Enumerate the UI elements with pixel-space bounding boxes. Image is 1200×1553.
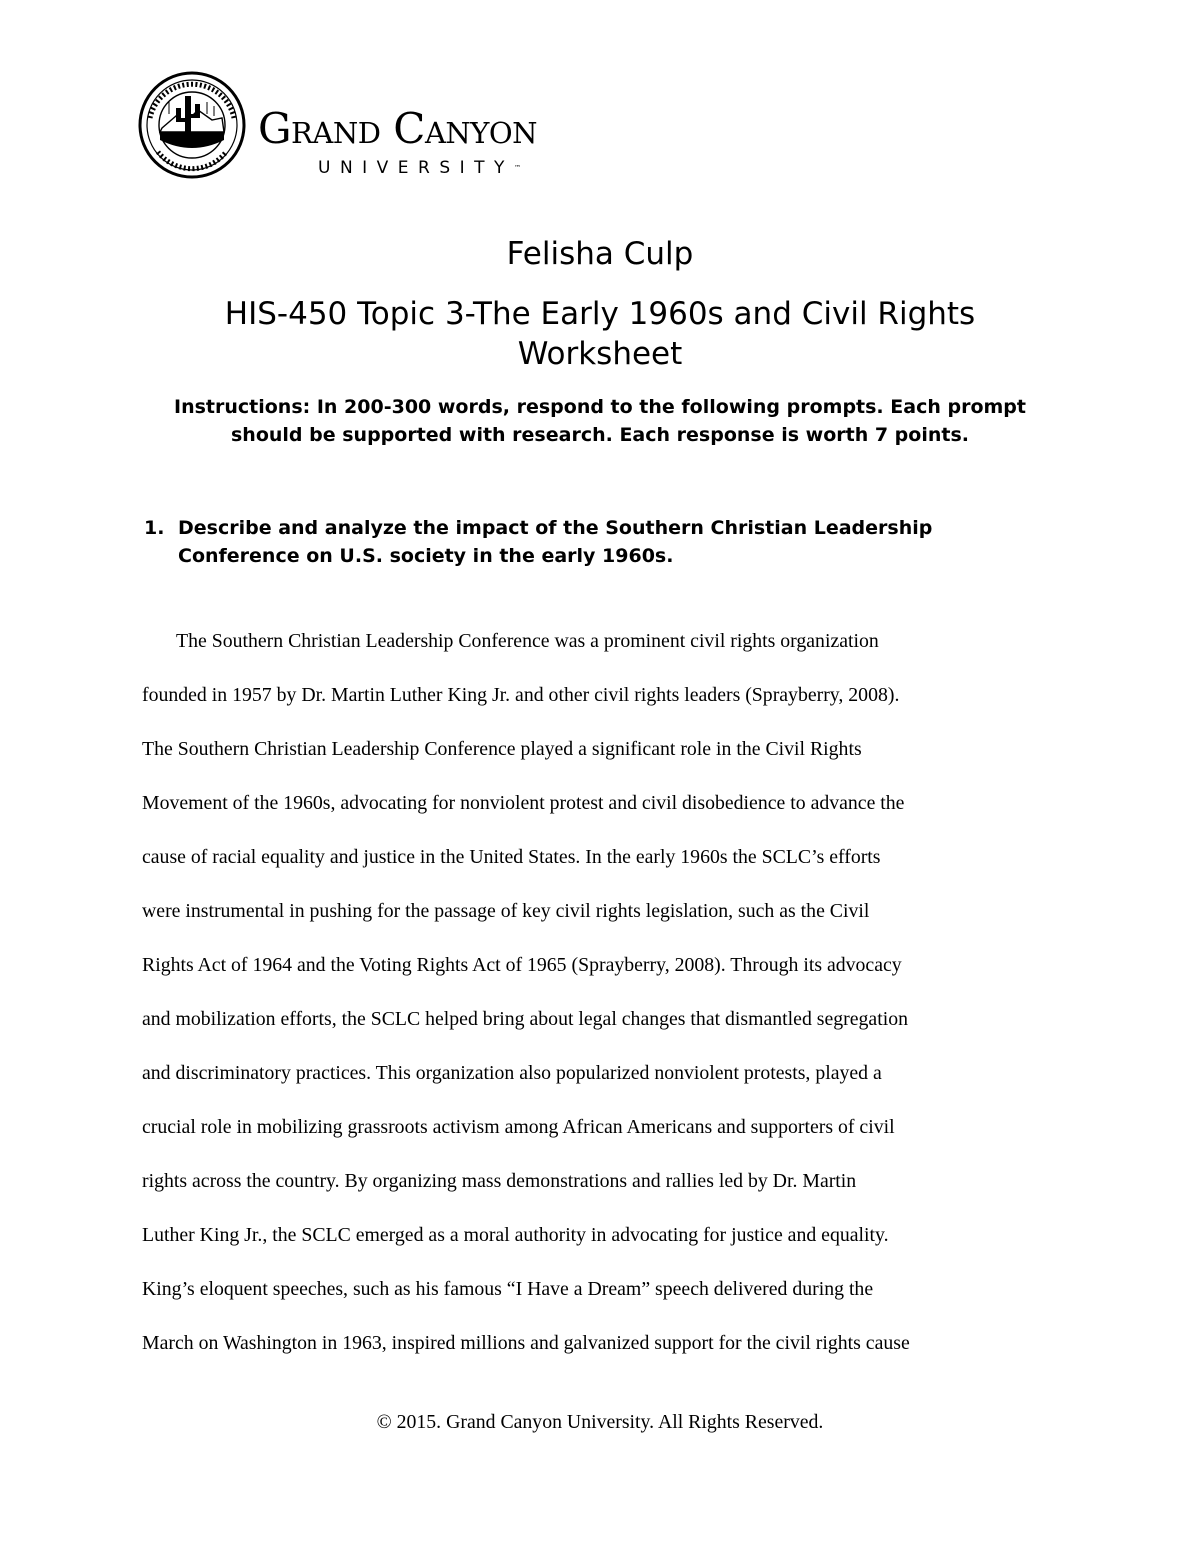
answer-line: and mobilization efforts, the SCLC helped bring about legal changes that dismantled segregation	[142, 1008, 908, 1030]
answer-line: The Southern Christian Leadership Conference was a prominent civil rights organization	[176, 630, 879, 652]
answer-line: cause of racial equality and justice in the United States. In the early 1960s the SCLC’s efforts	[142, 846, 881, 868]
answer-body	[142, 614, 1062, 1370]
answer-line: and discriminatory practices. This organization also popularized nonviolent protests, played a	[142, 1062, 882, 1084]
answer-line: were instrumental in pushing for the passage of key civil rights legislation, such as the Civil	[142, 900, 870, 922]
university-subtitle-text: UNIVERSITY	[318, 158, 514, 178]
copyright-footer: © 2015. Grand Canyon University. All Rights Reserved.	[376, 1411, 824, 1433]
university-name: Grand Canyon	[258, 104, 538, 153]
university-seal-icon	[136, 70, 248, 180]
answer-line: crucial role in mobilizing grassroots activism among African Americans and supporters of civil	[142, 1116, 895, 1138]
instructions: Instructions: In 200-300 words, respond to the following prompts. Each prompt should be supported with research. Each response is worth 7 points.	[174, 396, 1026, 446]
answer-line: March on Washington in 1963, inspired millions and galvanized support for the civil rights cause	[142, 1332, 910, 1354]
university-logo	[136, 70, 636, 180]
page-title: HIS-450 Topic 3-The Early 1960s and Civil Rights Worksheet	[224, 296, 976, 372]
student-name: Felisha Culp	[506, 236, 694, 272]
university-subtitle	[318, 158, 521, 178]
answer-line: The Southern Christian Leadership Conference played a significant role in the Civil Rights	[142, 738, 862, 760]
answer-line: Movement of the 1960s, advocating for nonviolent protest and civil disobedience to advance the	[142, 792, 905, 814]
question-number: 1.	[144, 517, 165, 539]
answer-line: founded in 1957 by Dr. Martin Luther King Jr. and other civil rights leaders (Sprayberry, 2008).	[142, 684, 900, 706]
answer-line: Rights Act of 1964 and the Voting Rights Act of 1965 (Sprayberry, 2008). Through its advocacy	[142, 954, 902, 976]
answer-line: King’s eloquent speeches, such as his famous “I Have a Dream” speech delivered during the	[142, 1278, 874, 1300]
answer-line: Luther King Jr., the SCLC emerged as a moral authority in advocating for justice and equality.	[142, 1224, 889, 1246]
question-1	[144, 514, 1024, 570]
answer-line: rights across the country. By organizing mass demonstrations and rallies led by Dr. Martin	[142, 1170, 857, 1192]
trademark-symbol: ™	[513, 164, 521, 172]
question-text: Describe and analyze the impact of the Southern Christian Leadership Conference on U.S. society in the early 1960s.	[178, 517, 933, 567]
